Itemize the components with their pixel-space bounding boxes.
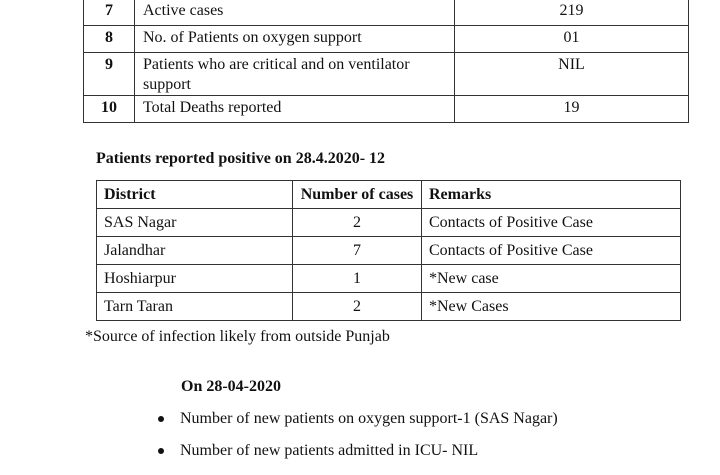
bullet-icon [158, 416, 164, 422]
district-cell: Jalandhar [97, 237, 293, 265]
bullet-list [158, 407, 558, 471]
row-label: No. of Patients on oxygen support [135, 26, 455, 53]
list-item-text: Number of new patients admitted in ICU- NIL [180, 442, 479, 459]
summary-table [83, 0, 689, 123]
list-item-text: Number of new patients on oxygen support-1 (SAS Nagar) [180, 410, 558, 427]
remarks-cell: Contacts of Positive Case [422, 237, 681, 265]
column-header-remarks: Remarks [422, 181, 681, 209]
district-table [96, 180, 681, 321]
row-number: 8 [84, 26, 135, 53]
date-heading: On 28-04-2020 [181, 378, 281, 395]
bullet-icon [158, 448, 164, 454]
table-row [97, 209, 681, 237]
row-value: 219 [455, 0, 689, 26]
table-row [84, 53, 689, 96]
table-row [97, 293, 681, 321]
district-cell: Hoshiarpur [97, 265, 293, 293]
row-number: 10 [84, 96, 135, 123]
positive-cases-heading: Patients reported positive on 28.4.2020- 12 [96, 150, 386, 167]
table-row [97, 237, 681, 265]
row-label: Total Deaths reported [135, 96, 455, 123]
row-value: 01 [455, 26, 689, 53]
row-number: 9 [84, 53, 135, 96]
table-header-row [97, 181, 681, 209]
remarks-cell: Contacts of Positive Case [422, 209, 681, 237]
cases-cell: 1 [293, 265, 422, 293]
cases-cell: 7 [293, 237, 422, 265]
row-value: 19 [455, 96, 689, 123]
row-value: NIL [455, 53, 689, 96]
table-row [97, 265, 681, 293]
cases-cell: 2 [293, 293, 422, 321]
table-row [84, 26, 689, 53]
row-label: Active cases [135, 0, 455, 26]
district-cell: SAS Nagar [97, 209, 293, 237]
cases-cell: 2 [293, 209, 422, 237]
table-row [84, 0, 689, 26]
list-item [158, 407, 558, 439]
column-header-cases: Number of cases [293, 181, 422, 209]
footnote: *Source of infection likely from outside Punjab [85, 328, 390, 345]
district-cell: Tarn Taran [97, 293, 293, 321]
row-number: 7 [84, 0, 135, 26]
column-header-district: District [97, 181, 293, 209]
remarks-cell: *New case [422, 265, 681, 293]
row-label: Patients who are critical and on ventilator support [135, 53, 455, 96]
list-item [158, 439, 558, 471]
table-row [84, 96, 689, 123]
remarks-cell: *New Cases [422, 293, 681, 321]
